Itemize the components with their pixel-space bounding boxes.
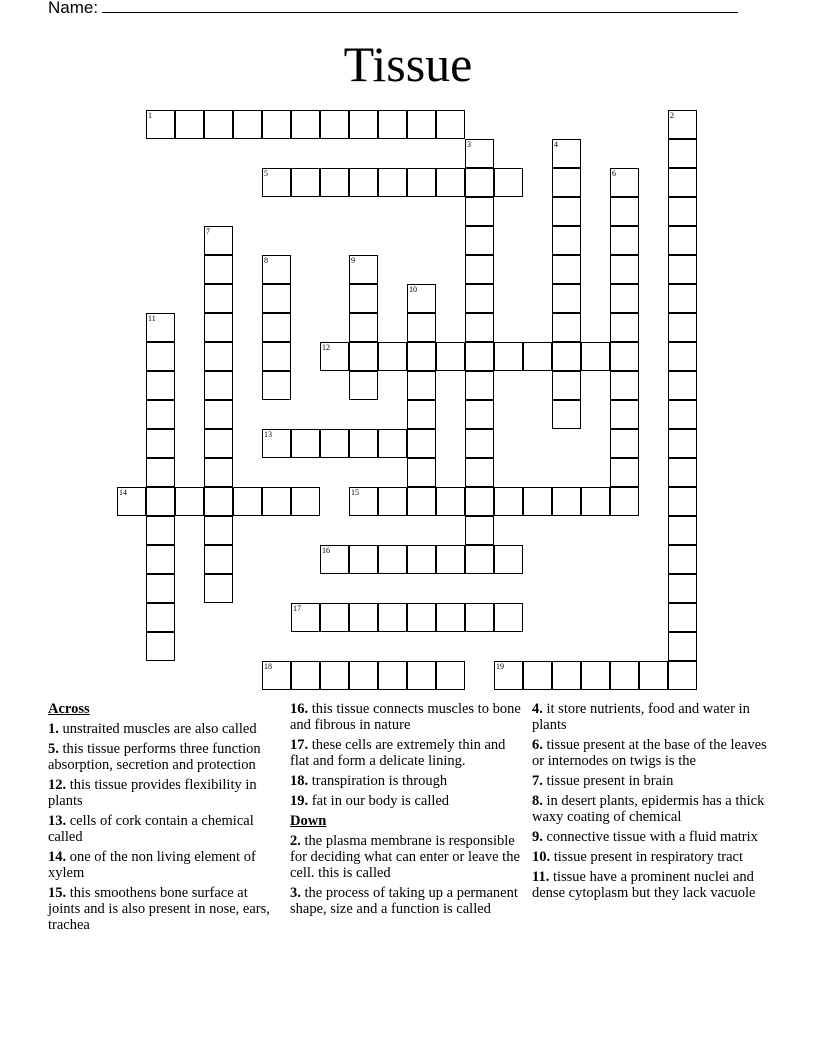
clues-column-1 xyxy=(48,701,280,937)
grid-cell[interactable] xyxy=(262,168,291,197)
grid-cell[interactable] xyxy=(146,342,175,371)
grid-cell[interactable] xyxy=(146,458,175,487)
grid-cell[interactable] xyxy=(349,284,378,313)
clue-text: tissue present at the base of the leaves or internodes on twigs is the xyxy=(532,737,767,769)
grid-cell[interactable] xyxy=(291,487,320,516)
cell-number: 7 xyxy=(206,227,210,236)
grid-cell[interactable] xyxy=(407,545,436,574)
grid-cell[interactable] xyxy=(668,545,697,574)
across-clue xyxy=(48,813,280,845)
clue-number: 7. xyxy=(532,773,543,789)
grid-cell[interactable] xyxy=(117,487,146,516)
grid-cell[interactable] xyxy=(349,342,378,371)
cell-number: 9 xyxy=(351,256,355,265)
down-clue xyxy=(290,885,522,917)
grid-cell[interactable] xyxy=(320,603,349,632)
grid-cell[interactable] xyxy=(465,429,494,458)
grid-cell[interactable] xyxy=(436,342,465,371)
grid-cell[interactable] xyxy=(494,545,523,574)
grid-cell[interactable] xyxy=(407,458,436,487)
clue-number: 12. xyxy=(48,777,67,793)
grid-cell[interactable] xyxy=(494,603,523,632)
cell-number: 3 xyxy=(467,140,471,149)
grid-cell[interactable] xyxy=(465,545,494,574)
across-clue xyxy=(290,793,522,809)
grid-cell[interactable] xyxy=(552,487,581,516)
grid-cell[interactable] xyxy=(436,661,465,690)
grid-cell[interactable] xyxy=(262,284,291,313)
grid-cell[interactable] xyxy=(610,255,639,284)
across-clue xyxy=(48,885,280,933)
clue-text: cells of cork contain a chemical called xyxy=(48,813,254,845)
grid-cell[interactable] xyxy=(204,545,233,574)
down-heading: Down xyxy=(290,813,327,829)
cell-number: 1 xyxy=(148,111,152,120)
grid-cell[interactable] xyxy=(610,284,639,313)
down-clue xyxy=(532,829,768,845)
grid-cell[interactable] xyxy=(349,371,378,400)
grid-cell[interactable] xyxy=(610,458,639,487)
grid-cell[interactable] xyxy=(436,168,465,197)
down-clue xyxy=(532,869,768,901)
grid-cell[interactable] xyxy=(610,487,639,516)
grid-cell[interactable] xyxy=(320,342,349,371)
cell-number: 12 xyxy=(322,343,330,352)
grid-cell[interactable] xyxy=(668,139,697,168)
across-clue xyxy=(48,741,280,773)
grid-cell[interactable] xyxy=(378,429,407,458)
grid-cell[interactable] xyxy=(204,429,233,458)
clue-text: in desert plants, epidermis has a thick waxy coating of chemical xyxy=(532,793,765,825)
grid-cell[interactable] xyxy=(465,197,494,226)
grid-cell[interactable] xyxy=(494,661,523,690)
grid-cell[interactable] xyxy=(668,429,697,458)
cell-number: 15 xyxy=(351,488,359,497)
grid-cell[interactable] xyxy=(291,168,320,197)
grid-cell[interactable] xyxy=(668,516,697,545)
grid-cell[interactable] xyxy=(291,429,320,458)
clues-column-2 xyxy=(290,701,522,921)
grid-cell[interactable] xyxy=(407,429,436,458)
cell-number: 2 xyxy=(670,111,674,120)
grid-cell[interactable] xyxy=(639,661,668,690)
grid-cell[interactable] xyxy=(668,168,697,197)
clue-number: 16. xyxy=(290,701,309,717)
clue-number: 3. xyxy=(290,885,301,901)
clue-text: the process of taking up a permanent shape, size and a function is called xyxy=(290,885,518,917)
grid-cell[interactable] xyxy=(465,284,494,313)
clue-number: 4. xyxy=(532,701,543,717)
grid-cell[interactable] xyxy=(668,400,697,429)
grid-cell[interactable] xyxy=(146,603,175,632)
grid-cell[interactable] xyxy=(146,574,175,603)
grid-cell[interactable] xyxy=(668,342,697,371)
grid-cell[interactable] xyxy=(668,632,697,661)
cell-number: 14 xyxy=(119,488,127,497)
across-clue xyxy=(48,721,280,737)
grid-cell[interactable] xyxy=(378,545,407,574)
grid-cell[interactable] xyxy=(465,226,494,255)
page-title: Tissue xyxy=(343,36,473,92)
clue-text: connective tissue with a fluid matrix xyxy=(546,829,758,845)
grid-cell[interactable] xyxy=(407,168,436,197)
grid-cell[interactable] xyxy=(523,487,552,516)
grid-cell[interactable] xyxy=(407,603,436,632)
cell-number: 17 xyxy=(293,604,301,613)
grid-cell[interactable] xyxy=(407,661,436,690)
grid-cell[interactable] xyxy=(233,110,262,139)
clue-text: this tissue performs three function absorption, secretion and protection xyxy=(48,741,261,773)
grid-cell[interactable] xyxy=(233,487,262,516)
grid-cell[interactable] xyxy=(204,226,233,255)
grid-cell[interactable] xyxy=(668,255,697,284)
grid-cell[interactable] xyxy=(494,168,523,197)
grid-cell[interactable] xyxy=(552,255,581,284)
grid-cell[interactable] xyxy=(320,545,349,574)
grid-cell[interactable] xyxy=(204,110,233,139)
grid-cell[interactable] xyxy=(668,313,697,342)
grid-cell[interactable] xyxy=(523,342,552,371)
grid-cell[interactable] xyxy=(610,197,639,226)
grid-cell[interactable] xyxy=(262,342,291,371)
across-clue xyxy=(290,701,522,733)
grid-cell[interactable] xyxy=(262,371,291,400)
grid-cell[interactable] xyxy=(494,487,523,516)
grid-cell[interactable] xyxy=(552,139,581,168)
clue-text: it store nutrients, food and water in plants xyxy=(532,701,750,733)
clue-text: one of the non living element of xylem xyxy=(48,849,256,881)
grid-cell[interactable] xyxy=(552,661,581,690)
grid-cell[interactable] xyxy=(436,545,465,574)
cell-number: 10 xyxy=(409,285,417,294)
grid-cell[interactable] xyxy=(204,400,233,429)
grid-cell[interactable] xyxy=(465,255,494,284)
across-clue xyxy=(48,777,280,809)
grid-cell[interactable] xyxy=(436,487,465,516)
grid-cell[interactable] xyxy=(320,429,349,458)
grid-cell[interactable] xyxy=(668,284,697,313)
grid-cell[interactable] xyxy=(610,661,639,690)
clue-text: tissue present in brain xyxy=(546,773,674,789)
clue-number: 13. xyxy=(48,813,67,829)
grid-cell[interactable] xyxy=(668,487,697,516)
grid-cell[interactable] xyxy=(262,487,291,516)
clue-text: tissue present in respiratory tract xyxy=(553,849,743,865)
grid-cell[interactable] xyxy=(494,342,523,371)
grid-cell[interactable] xyxy=(349,255,378,284)
grid-cell[interactable] xyxy=(407,110,436,139)
clue-text: the plasma membrane is responsible for deciding what can enter or leave the cell. this is called xyxy=(290,833,520,881)
clue-number: 2. xyxy=(290,833,301,849)
grid-cell[interactable] xyxy=(146,400,175,429)
grid-cell[interactable] xyxy=(523,661,552,690)
grid-cell[interactable] xyxy=(668,603,697,632)
grid-cell[interactable] xyxy=(262,110,291,139)
cell-number: 19 xyxy=(496,662,504,671)
grid-cell[interactable] xyxy=(581,487,610,516)
down-clue xyxy=(532,737,768,769)
grid-cell[interactable] xyxy=(610,371,639,400)
down-clue xyxy=(532,849,768,865)
across-clue xyxy=(290,737,522,769)
cell-number: 11 xyxy=(148,314,156,323)
grid-cell[interactable] xyxy=(552,313,581,342)
grid-cell[interactable] xyxy=(552,342,581,371)
grid-cell[interactable] xyxy=(204,487,233,516)
grid-cell[interactable] xyxy=(204,313,233,342)
grid-cell[interactable] xyxy=(262,313,291,342)
grid-cell[interactable] xyxy=(146,371,175,400)
grid-cell[interactable] xyxy=(320,110,349,139)
grid-cell[interactable] xyxy=(552,226,581,255)
clue-number: 1. xyxy=(48,721,59,737)
grid-cell[interactable] xyxy=(349,545,378,574)
clue-text: this smoothens bone surface at joints and is also present in nose, ears, trachea xyxy=(48,885,270,933)
clue-text: this tissue connects muscles to bone and fibrous in nature xyxy=(290,701,521,733)
grid-cell[interactable] xyxy=(610,400,639,429)
grid-cell[interactable] xyxy=(407,487,436,516)
grid-cell[interactable] xyxy=(610,168,639,197)
clue-text: these cells are extremely thin and flat and form a delicate lining. xyxy=(290,737,506,769)
grid-cell[interactable] xyxy=(146,487,175,516)
grid-cell[interactable] xyxy=(204,371,233,400)
grid-cell[interactable] xyxy=(552,371,581,400)
grid-cell[interactable] xyxy=(349,429,378,458)
clue-number: 8. xyxy=(532,793,543,809)
grid-cell[interactable] xyxy=(262,429,291,458)
grid-cell[interactable] xyxy=(610,342,639,371)
grid-cell[interactable] xyxy=(146,545,175,574)
grid-cell[interactable] xyxy=(668,371,697,400)
grid-cell[interactable] xyxy=(175,110,204,139)
cell-number: 5 xyxy=(264,169,268,178)
grid-cell[interactable] xyxy=(349,168,378,197)
grid-cell[interactable] xyxy=(175,487,204,516)
grid-cell[interactable] xyxy=(465,371,494,400)
grid-cell[interactable] xyxy=(378,661,407,690)
clue-text: transpiration is through xyxy=(311,773,448,789)
cell-number: 16 xyxy=(322,546,330,555)
clue-number: 5. xyxy=(48,741,59,757)
grid-cell[interactable] xyxy=(146,110,175,139)
name-label: Name: xyxy=(48,0,99,17)
grid-cell[interactable] xyxy=(407,313,436,342)
grid-cell[interactable] xyxy=(407,342,436,371)
grid-cell[interactable] xyxy=(291,603,320,632)
cell-number: 4 xyxy=(554,140,558,149)
clue-number: 19. xyxy=(290,793,309,809)
cell-number: 13 xyxy=(264,430,272,439)
grid-cell[interactable] xyxy=(436,110,465,139)
down-clue xyxy=(290,833,522,881)
across-clue xyxy=(48,849,280,881)
grid-cell[interactable] xyxy=(378,168,407,197)
grid-cell[interactable] xyxy=(204,516,233,545)
clue-text: tissue have a prominent nuclei and dense cytoplasm but they lack vacuole xyxy=(532,869,756,901)
grid-cell[interactable] xyxy=(668,458,697,487)
grid-cell[interactable] xyxy=(378,342,407,371)
clue-number: 14. xyxy=(48,849,67,865)
grid-cell[interactable] xyxy=(465,487,494,516)
grid-cell[interactable] xyxy=(465,603,494,632)
grid-cell[interactable] xyxy=(291,110,320,139)
cell-number: 18 xyxy=(264,662,272,671)
grid-cell[interactable] xyxy=(668,110,697,139)
grid-cell[interactable] xyxy=(204,284,233,313)
cell-number: 6 xyxy=(612,169,616,178)
grid-cell[interactable] xyxy=(349,313,378,342)
grid-cell[interactable] xyxy=(552,400,581,429)
grid-cell[interactable] xyxy=(552,197,581,226)
grid-cell[interactable] xyxy=(668,197,697,226)
grid-cell[interactable] xyxy=(291,661,320,690)
grid-cell[interactable] xyxy=(349,603,378,632)
grid-cell[interactable] xyxy=(204,342,233,371)
grid-cell[interactable] xyxy=(320,661,349,690)
clue-number: 6. xyxy=(532,737,543,753)
grid-cell[interactable] xyxy=(349,487,378,516)
clue-number: 15. xyxy=(48,885,67,901)
clue-text: this tissue provides flexibility in plants xyxy=(48,777,257,809)
grid-cell[interactable] xyxy=(146,516,175,545)
grid-cell[interactable] xyxy=(407,400,436,429)
clue-number: 11. xyxy=(532,869,550,885)
grid-cell[interactable] xyxy=(349,661,378,690)
across-heading: Across xyxy=(48,701,90,717)
grid-cell[interactable] xyxy=(146,632,175,661)
grid-cell[interactable] xyxy=(436,603,465,632)
grid-cell[interactable] xyxy=(146,313,175,342)
grid-cell[interactable] xyxy=(146,429,175,458)
clue-text: unstraited muscles are also called xyxy=(62,721,257,737)
clue-number: 10. xyxy=(532,849,551,865)
grid-cell[interactable] xyxy=(465,516,494,545)
grid-cell[interactable] xyxy=(262,661,291,690)
grid-cell[interactable] xyxy=(668,226,697,255)
grid-cell[interactable] xyxy=(668,574,697,603)
grid-cell[interactable] xyxy=(610,429,639,458)
grid-cell[interactable] xyxy=(552,284,581,313)
grid-cell[interactable] xyxy=(581,661,610,690)
grid-cell[interactable] xyxy=(262,255,291,284)
grid-cell[interactable] xyxy=(378,110,407,139)
grid-cell[interactable] xyxy=(204,255,233,284)
grid-cell[interactable] xyxy=(204,574,233,603)
clues-column-3 xyxy=(532,701,768,905)
grid-cell[interactable] xyxy=(204,458,233,487)
grid-cell[interactable] xyxy=(465,400,494,429)
grid-cell[interactable] xyxy=(378,603,407,632)
clue-text: fat in our body is called xyxy=(311,793,450,809)
grid-cell[interactable] xyxy=(378,487,407,516)
grid-cell[interactable] xyxy=(581,342,610,371)
grid-cell[interactable] xyxy=(465,342,494,371)
grid-cell[interactable] xyxy=(465,458,494,487)
clue-number: 18. xyxy=(290,773,309,789)
clue-number: 17. xyxy=(290,737,309,753)
grid-cell[interactable] xyxy=(407,284,436,313)
down-clue xyxy=(532,793,768,825)
down-clue xyxy=(532,773,768,789)
down-clue xyxy=(532,701,768,733)
grid-cell[interactable] xyxy=(668,661,697,690)
grid-cell[interactable] xyxy=(407,371,436,400)
grid-cell[interactable] xyxy=(320,168,349,197)
grid-cell[interactable] xyxy=(465,313,494,342)
cell-number: 8 xyxy=(264,256,268,265)
grid-cell[interactable] xyxy=(465,168,494,197)
across-clue xyxy=(290,773,522,789)
grid-cell[interactable] xyxy=(610,313,639,342)
grid-cell[interactable] xyxy=(465,139,494,168)
grid-cell[interactable] xyxy=(610,226,639,255)
grid-cell[interactable] xyxy=(349,110,378,139)
clue-number: 9. xyxy=(532,829,543,845)
grid-cell[interactable] xyxy=(552,168,581,197)
